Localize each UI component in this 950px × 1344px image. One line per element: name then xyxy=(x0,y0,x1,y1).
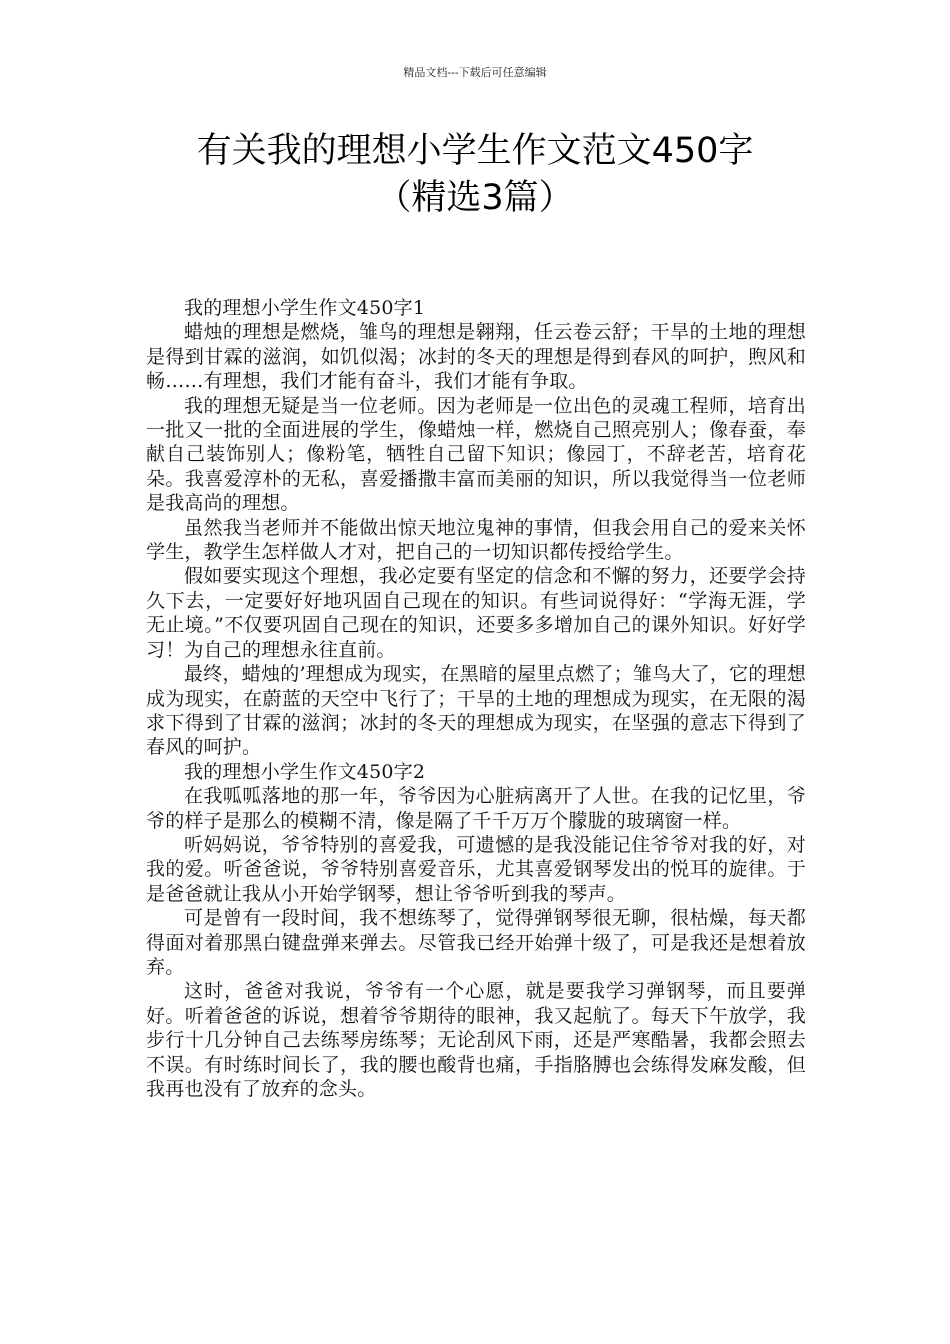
page-header: 精品文档---下载后可任意编辑 xyxy=(403,66,547,79)
paragraph: 可是曾有一段时间，我不想练琴了，觉得弹钢琴很无聊，很枯燥，每天都得面对着那黑白键盘弹来弹去。尽管我已经开始弹十级了，可是我还是想着放弃。 xyxy=(146,907,806,978)
document-title-line-2: （精选3篇） xyxy=(376,178,574,218)
paragraph: 我的理想无疑是当一位老师。因为老师是一位出色的灵魂工程师，培育出一批又一批的全面进展的学生，像蜡烛一样，燃烧自己照亮别人；像春蚕，奉献自己装饰别人；像粉笔，牺牲自己留下知识；像园丁，不辞老苦，培育花朵。我喜爱淳朴的无私，喜爱播撒丰富而美丽的知识，所以我觉得当一位老师是我高尚的理想。 xyxy=(146,394,806,515)
paragraph: 虽然我当老师并不能做出惊天地泣鬼神的事情，但我会用自己的爱来关怀学生，教学生怎样做人才对，把自己的一切知识都传授给学生。 xyxy=(146,516,806,564)
section-heading-2: 我的理想小学生作文450字2 xyxy=(184,760,426,783)
document-title xyxy=(120,128,830,222)
paragraph: 假如要实现这个理想，我必定要有坚定的信念和不懈的努力，还要学会持久下去，一定要好好地巩固自己现在的知识。有些词说得好：“学海无涯，学无止境。”不仅要巩固自己现在的知识，还要多多增加自己的课外知识。好好学习！为自己的理想永往直前。 xyxy=(146,565,806,661)
section-heading-1: 我的理想小学生作文450字1 xyxy=(184,297,426,319)
paragraph: 蜡烛的理想是燃烧，雏鸟的理想是翱翔，任云卷云舒；干旱的土地的理想是得到甘霖的滋润，如饥似渴；冰封的冬天的理想是得到春风的呵护，煦风和畅……有理想，我们才能有奋斗，我们才能有争取。 xyxy=(146,321,806,393)
document-title-line-1: 有关我的理想小学生作文范文450字 xyxy=(196,131,754,171)
paragraph: 在我呱呱落地的那一年，爷爷因为心脏病离开了人世。在我的记忆里，爷爷的样子是那么的模糊不清，像是隔了千千万万个朦胧的玻璃窗一样。 xyxy=(146,785,806,832)
paragraph: 听妈妈说，爷爷特别的喜爱我，可遗憾的是我没能记住爷爷对我的好，对我的爱。听爸爸说，爷爷特别喜爱音乐，尤其喜爱钢琴发出的悦耳的旋律。于是爸爸就让我从小开始学钢琴，想让爷爷听到我的琴声。 xyxy=(146,833,806,905)
paragraph: 最终，蜡烛的’理想成为现实，在黑暗的屋里点燃了；雏鸟大了，它的理想成为现实，在蔚蓝的天空中飞行了；干旱的土地的理想成为现实，在无限的渴求下得到了甘霖的滋润；冰封的冬天的理想成为现实，在坚强的意志下得到了春风的呵护。 xyxy=(146,663,806,759)
document-body xyxy=(146,296,806,1101)
paragraph: 这时，爸爸对我说，爷爷有一个心愿，就是要我学习弹钢琴，而且要弹好。听着爸爸的诉说，想着爷爷期待的眼神，我又起航了。每天下午放学，我步行十几分钟自己去练琴房练琴；无论刮风下雨，还是严寒酷暑，我都会照去不误。有时练时间长了，我的腰也酸背也痛，手指胳膊也会练得发麻发酸，但我再也没有了放弃的念头。 xyxy=(146,980,806,1100)
